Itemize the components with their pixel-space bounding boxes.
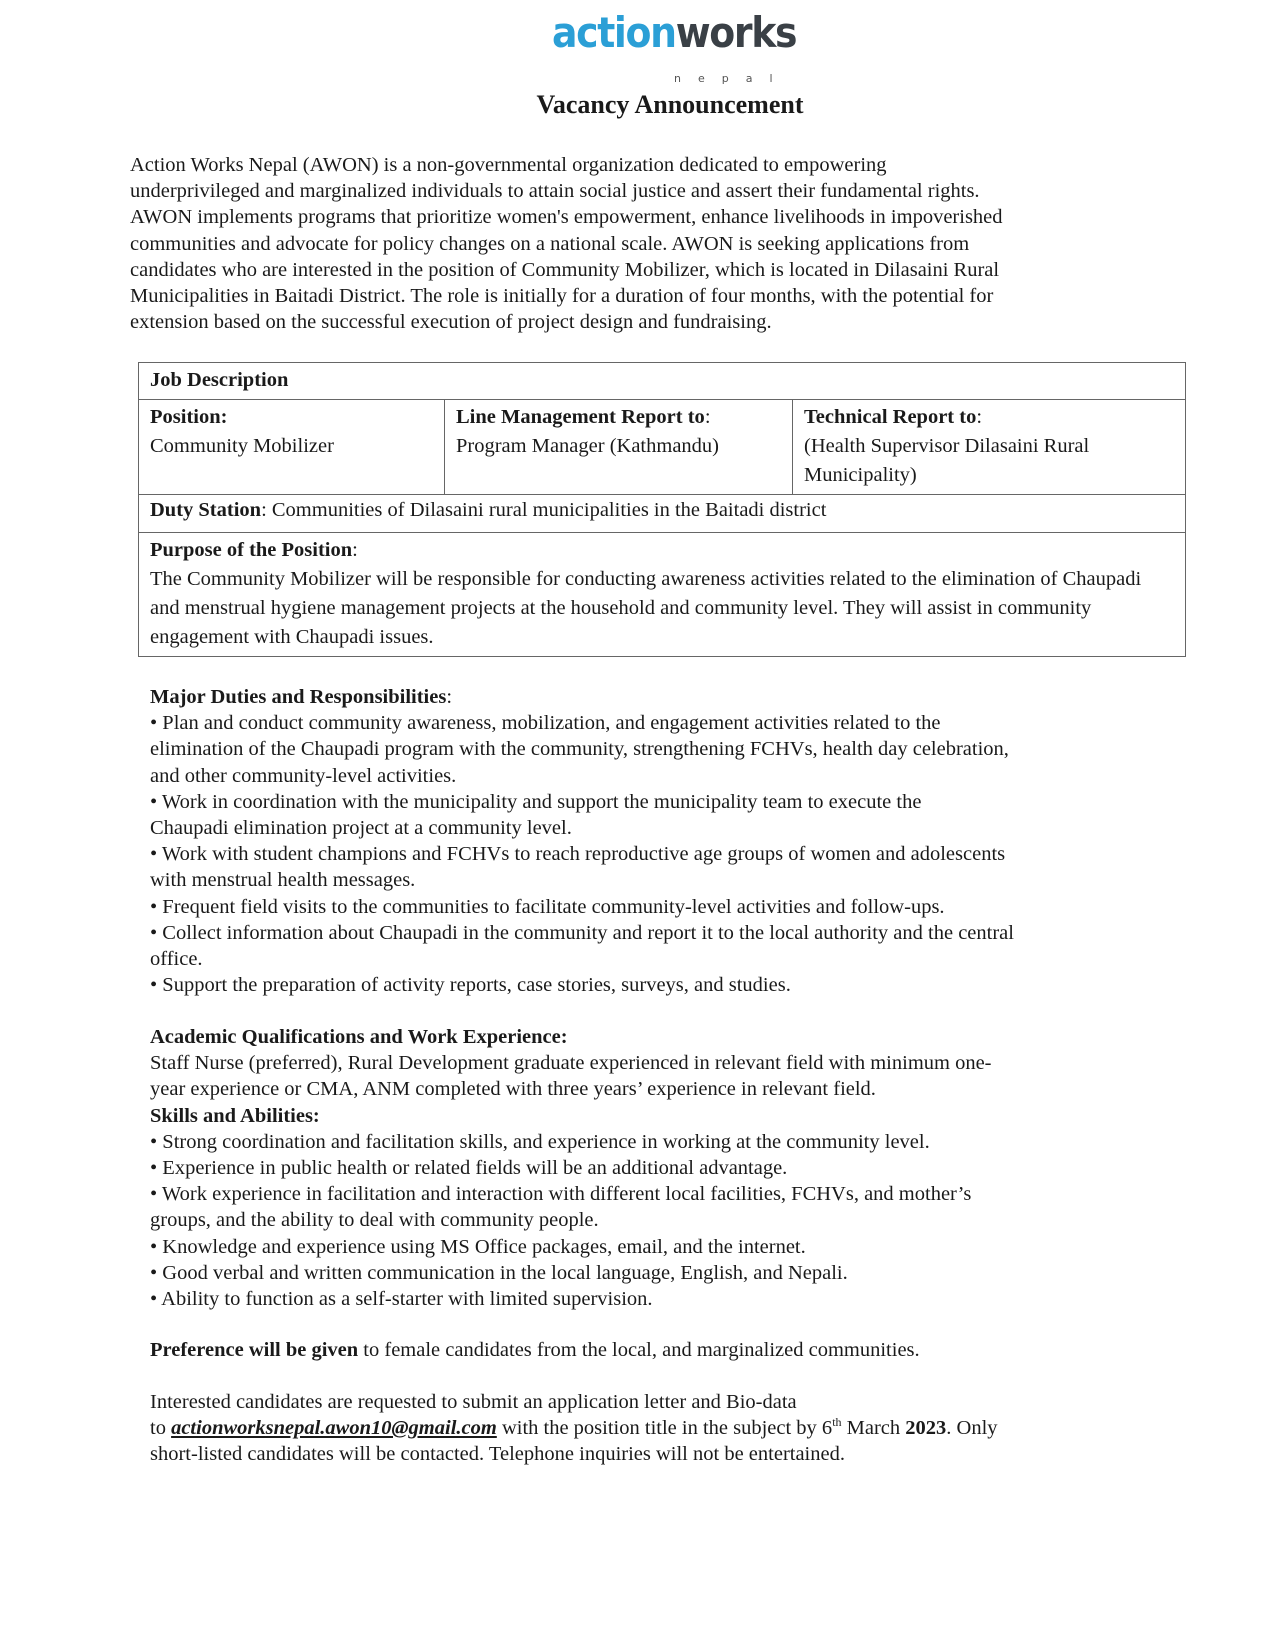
position-label: Position:	[150, 406, 228, 428]
preference-bold: Preference will be given	[150, 1339, 359, 1361]
page-title: Vacancy Announcement	[536, 90, 804, 119]
skills-line: • Knowledge and experience using MS Office packages, email, and the internet.	[150, 1235, 806, 1258]
skills-line: groups, and the ability to deal with community people.	[150, 1209, 599, 1232]
skills-line: • Strong coordination and facilitation skills, and experience in working at the community level.	[150, 1130, 930, 1153]
apply-line: Interested candidates are requested to submit an application letter and Bio-data	[150, 1391, 797, 1413]
technical-report-value: (Health Supervisor Dilasaini Rural Municipality)	[804, 435, 1090, 486]
qualifications-line: year experience or CMA, ANM completed with three years’ experience in relevant field.	[150, 1078, 876, 1101]
purpose-value: The Community Mobilizer will be responsible for conducting awareness activities related to the elimination of Chaupadi and menstrual hygiene management projects at the household and community level. They will assist in community engagement with Chaupadi issues.	[150, 568, 1142, 648]
purpose-cell: Purpose of the Position: The Community Mobilizer will be responsible for conducting awareness activities related to the elimination of Chaupadi and menstrual hygiene management projects at the household and community level. They will assist in community engagement with Chaupadi issues.	[139, 533, 1186, 657]
skills-line: • Experience in public health or related fields will be an additional advantage.	[150, 1157, 788, 1180]
application-section: Interested candidates are requested to submit an application letter and Bio-data to actionworksnepal.awon10@gmail.com with the position title in the subject by 6th March 2023. Only short-listed candidates will be contacted. Telephone inquiries will not be entertained.	[150, 1389, 1150, 1468]
apply-line: short-listed candidates will be contacted. Telephone inquiries will not be entertained.	[150, 1443, 845, 1466]
duties-line: • Work with student champions and FCHVs to reach reproductive age groups of women and adolescents	[150, 843, 1006, 866]
preference-section	[150, 1337, 1150, 1363]
intro-line: extension based on the successful execution of project design and fundraising.	[130, 311, 772, 334]
skills-line: • Ability to function as a self-starter with limited supervision.	[150, 1288, 653, 1311]
duties-line: • Support the preparation of activity reports, case stories, surveys, and studies.	[150, 974, 791, 997]
qualifications-section	[150, 1024, 1150, 1312]
intro-line: communities and advocate for policy changes on a national scale. AWON is seeking applications from	[130, 232, 970, 255]
technical-report-label: Technical Report to	[804, 406, 977, 428]
duties-line: • Collect information about Chaupadi in the community and report it to the local authority and the central	[150, 921, 1014, 944]
technical-report-cell: Technical Report to: (Health Supervisor Dilasaini Rural Municipality)	[793, 400, 1186, 495]
duties-line: with menstrual health messages.	[150, 869, 416, 892]
qualifications-heading: Academic Qualifications and Work Experience:	[150, 1026, 568, 1048]
line-management-cell: Line Management Report to: Program Manager (Kathmandu)	[445, 400, 793, 495]
duties-line: • Frequent field visits to the communities to facilitate community-level activities and follow-ups.	[150, 895, 945, 918]
organization-logo	[552, 8, 797, 90]
duties-section: Major Duties and Responsibilities: • Plan and conduct community awareness, mobilization, and engagement activities related to the elimination of the Chaupadi program with the community, strengthening FCHVs, health day celebration, and other community-level activities. • Work in coordination with the municipality and support the municipality team to execute the Chaupadi elimination project at a community level. • Work with student champions and FCHVs to reach reproductive age groups of women and adolescents with menstrual health messages. • Frequent field visits to the communities to facilitate community-level activities and follow-ups. • Collect information about Chaupadi in the community and report it to the local authority and the central office. • Support the preparation of activity reports, case stories, surveys, and studies.	[150, 684, 1150, 998]
duty-station-label: Duty Station	[150, 499, 262, 521]
position-value: Community Mobilizer	[150, 435, 334, 457]
skills-heading: Skills and Abilities:	[150, 1104, 320, 1127]
intro-line: Action Works Nepal (AWON) is a non-governmental organization dedicated to empowering	[130, 154, 887, 176]
intro-paragraph	[130, 152, 1120, 335]
skills-line: • Good verbal and written communication in the local language, English, and Nepali.	[150, 1261, 848, 1284]
duty-station-value: : Communities of Dilasaini rural municipalities in the Baitadi district	[261, 499, 827, 521]
duties-line: elimination of the Chaupadi program with the community, strengthening FCHVs, health day celebration,	[150, 738, 1009, 761]
table-header-cell	[139, 363, 1186, 400]
intro-line: underprivileged and marginalized individuals to attain social justice and assert their fundamental rights.	[130, 180, 980, 203]
duties-line: office.	[150, 948, 203, 971]
intro-line: AWON implements programs that prioritize women's empowerment, enhance livelihoods in impoverished	[130, 206, 1003, 229]
duties-line: • Plan and conduct community awareness, mobilization, and engagement activities related to the	[150, 712, 941, 735]
logo-wordmark: actionworks	[552, 8, 797, 57]
line-management-label: Line Management Report to	[456, 406, 705, 428]
intro-line: Municipalities in Baitadi District. The role is initially for a duration of four months, with the potential for	[130, 285, 994, 308]
qualifications-line: Staff Nurse (preferred), Rural Development graduate experienced in relevant field with minimum one-	[150, 1052, 992, 1075]
preference-text: to female candidates from the local, and marginalized communities.	[358, 1339, 920, 1361]
deadline-year: 2023	[905, 1417, 947, 1440]
duties-line: and other community-level activities.	[150, 764, 457, 787]
duties-line: Chaupadi elimination project at a community level.	[150, 817, 572, 840]
duties-heading: Major Duties and Responsibilities	[150, 686, 447, 708]
skills-line: • Work experience in facilitation and interaction with different local facilities, FCHVs, and mother’s	[150, 1183, 972, 1206]
job-description-table	[138, 362, 1186, 657]
line-management-value: Program Manager (Kathmandu)	[456, 435, 719, 457]
email-link[interactable]: actionworksnepal.awon10@gmail.com	[171, 1417, 497, 1440]
logo-subtitle: nepal	[674, 72, 790, 85]
intro-line: candidates who are interested in the position of Community Mobilizer, which is located in Dilasaini Rural	[130, 258, 1000, 281]
duty-station-cell	[139, 495, 1186, 533]
position-cell	[139, 400, 445, 495]
duties-line: • Work in coordination with the municipality and support the municipality team to execute the	[150, 790, 922, 813]
table-header: Job Description	[150, 369, 289, 391]
purpose-label: Purpose of the Position	[150, 539, 353, 561]
